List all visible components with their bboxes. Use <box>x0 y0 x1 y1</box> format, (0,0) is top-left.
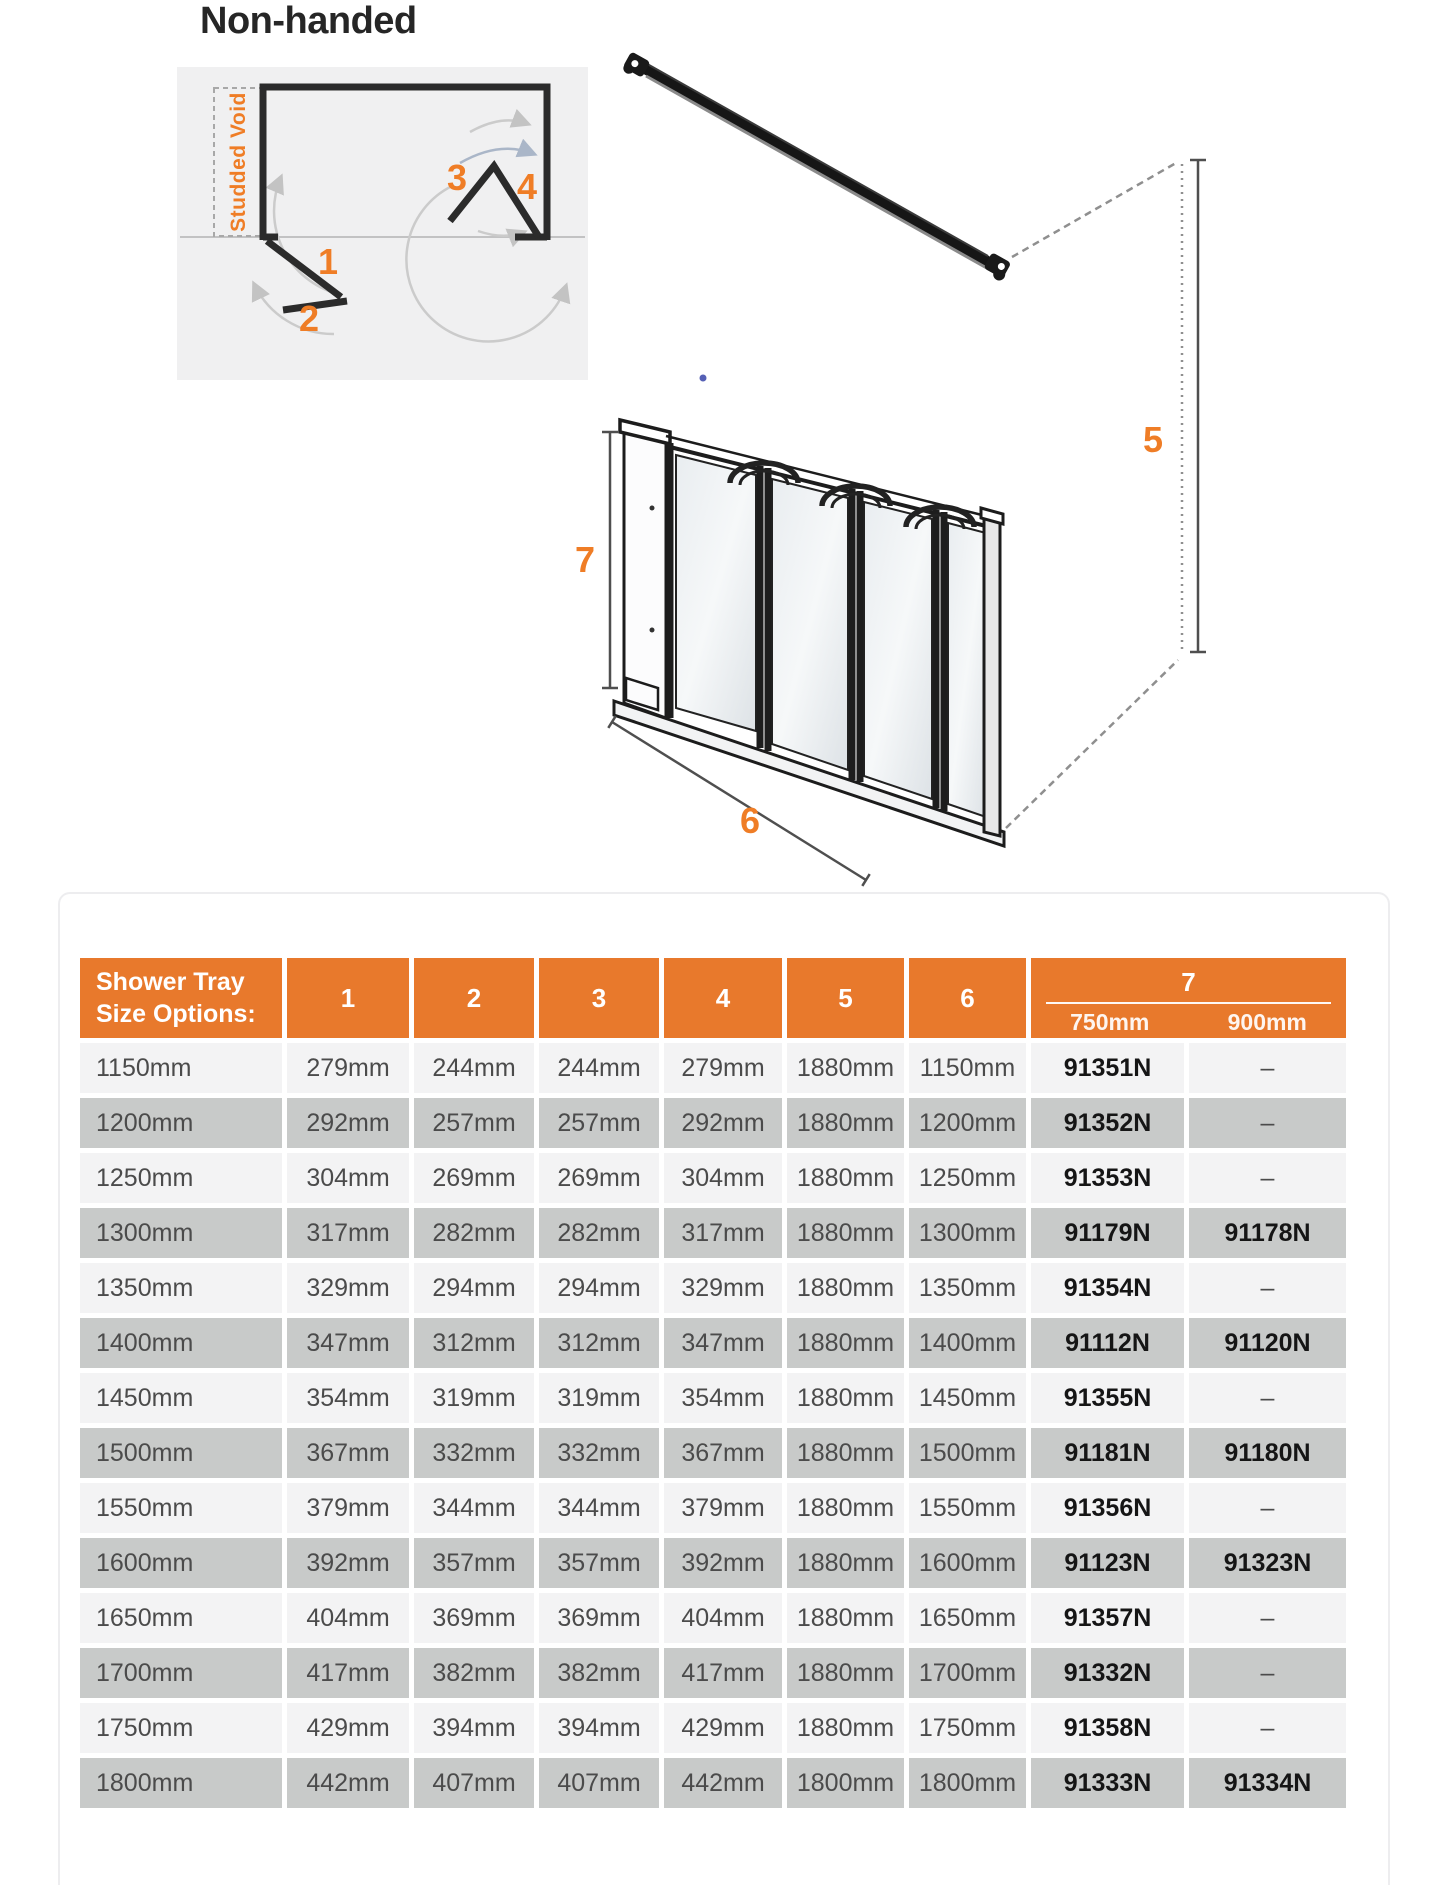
cell-col2: 257mm <box>414 1098 534 1148</box>
cell-col3: 369mm <box>539 1593 659 1643</box>
row-size-label: 1650mm <box>80 1593 282 1643</box>
cell-code-900: – <box>1189 1648 1346 1698</box>
cell-col5: 1880mm <box>787 1318 904 1368</box>
row-size-label: 1250mm <box>80 1153 282 1203</box>
cell-col1: 347mm <box>287 1318 409 1368</box>
row-size-label: 1400mm <box>80 1318 282 1368</box>
header-subcol-900: 900mm <box>1227 1009 1307 1035</box>
cell-col3: 312mm <box>539 1318 659 1368</box>
cell-col1: 304mm <box>287 1153 409 1203</box>
cell-col4: 317mm <box>664 1208 782 1258</box>
cell-code-750: 91357N <box>1031 1593 1184 1643</box>
cell-code-900: – <box>1189 1153 1346 1203</box>
cell-col6: 1600mm <box>909 1538 1026 1588</box>
row-size-label: 1700mm <box>80 1648 282 1698</box>
door-label-1: 1 <box>317 241 339 282</box>
cell-col2: 382mm <box>414 1648 534 1698</box>
cell-col6: 1450mm <box>909 1373 1026 1423</box>
cell-code-900: 91178N <box>1189 1208 1346 1258</box>
cell-col6: 1150mm <box>909 1043 1026 1093</box>
page-title: Non-handed <box>200 0 417 42</box>
cell-col5: 1800mm <box>787 1758 904 1808</box>
cell-col2: 407mm <box>414 1758 534 1808</box>
cell-col1: 379mm <box>287 1483 409 1533</box>
cell-code-750: 91333N <box>1031 1758 1184 1808</box>
cell-code-900: 91180N <box>1189 1428 1346 1478</box>
cell-col2: 332mm <box>414 1428 534 1478</box>
cell-col2: 319mm <box>414 1373 534 1423</box>
cell-col5: 1880mm <box>787 1593 904 1643</box>
cell-col6: 1350mm <box>909 1263 1026 1313</box>
header-col7-divider <box>1046 1002 1331 1004</box>
cell-col2: 394mm <box>414 1703 534 1753</box>
table-header-label <box>80 958 282 1038</box>
cell-code-750: 91354N <box>1031 1263 1184 1313</box>
fixed-panel <box>624 427 666 718</box>
dimension-label-7: 7 <box>574 539 596 580</box>
cell-code-900: – <box>1189 1043 1346 1093</box>
cell-code-750: 91112N <box>1031 1318 1184 1368</box>
table-header-col-4: 4 <box>664 958 782 1038</box>
cell-col6: 1750mm <box>909 1703 1026 1753</box>
dashed-link-top <box>1012 163 1176 257</box>
cell-code-750: 91181N <box>1031 1428 1184 1478</box>
door-label-3: 3 <box>446 157 468 198</box>
dimension-line-5 <box>1190 160 1206 652</box>
cell-code-750: 91332N <box>1031 1648 1184 1698</box>
cell-col2: 312mm <box>414 1318 534 1368</box>
header-label-line1: Shower Tray <box>96 967 245 996</box>
cell-col5: 1880mm <box>787 1538 904 1588</box>
cell-col4: 329mm <box>664 1263 782 1313</box>
top-rail <box>621 51 1012 282</box>
cell-col6: 1250mm <box>909 1153 1026 1203</box>
dimension-label-6: 6 <box>739 800 761 841</box>
cell-code-750: 91351N <box>1031 1043 1184 1093</box>
stray-blue-dot <box>700 375 707 382</box>
cell-code-750: 91179N <box>1031 1208 1184 1258</box>
cell-col3: 332mm <box>539 1428 659 1478</box>
cell-code-900: – <box>1189 1098 1346 1148</box>
cell-col4: 367mm <box>664 1428 782 1478</box>
studded-void-label: Studded Void <box>227 92 250 232</box>
table-header-col-3: 3 <box>539 958 659 1038</box>
cell-col1: 279mm <box>287 1043 409 1093</box>
cell-col5: 1880mm <box>787 1428 904 1478</box>
cell-col2: 244mm <box>414 1043 534 1093</box>
cell-code-900: – <box>1189 1373 1346 1423</box>
cell-col4: 292mm <box>664 1098 782 1148</box>
cell-col5: 1880mm <box>787 1208 904 1258</box>
cell-code-900: – <box>1189 1483 1346 1533</box>
cell-col3: 244mm <box>539 1043 659 1093</box>
cell-code-900: – <box>1189 1703 1346 1753</box>
header-label-line2: Size Options: <box>96 1000 256 1028</box>
dimension-line-7 <box>602 432 618 688</box>
dimension-label-5: 5 <box>1142 419 1164 460</box>
cell-code-900: 91120N <box>1189 1318 1346 1368</box>
cell-col5: 1880mm <box>787 1373 904 1423</box>
row-size-label: 1200mm <box>80 1098 282 1148</box>
cell-col1: 442mm <box>287 1758 409 1808</box>
cell-col6: 1300mm <box>909 1208 1026 1258</box>
header-subcol-750: 750mm <box>1070 1009 1150 1035</box>
cell-col1: 317mm <box>287 1208 409 1258</box>
table-header-col-6: 6 <box>909 958 1026 1038</box>
cell-col4: 429mm <box>664 1703 782 1753</box>
cell-col2: 294mm <box>414 1263 534 1313</box>
cell-col3: 344mm <box>539 1483 659 1533</box>
cell-col4: 354mm <box>664 1373 782 1423</box>
cell-code-750: 91123N <box>1031 1538 1184 1588</box>
cell-col4: 442mm <box>664 1758 782 1808</box>
table-header-col-1: 1 <box>287 958 409 1038</box>
cell-col6: 1800mm <box>909 1758 1026 1808</box>
cell-code-750: 91358N <box>1031 1703 1184 1753</box>
row-size-label: 1550mm <box>80 1483 282 1533</box>
cell-code-750: 91356N <box>1031 1483 1184 1533</box>
cell-col1: 429mm <box>287 1703 409 1753</box>
cell-col5: 1880mm <box>787 1263 904 1313</box>
cell-col6: 1500mm <box>909 1428 1026 1478</box>
cell-col4: 404mm <box>664 1593 782 1643</box>
cell-col1: 329mm <box>287 1263 409 1313</box>
cell-col4: 392mm <box>664 1538 782 1588</box>
cell-col6: 1400mm <box>909 1318 1026 1368</box>
dashed-link-bottom <box>1006 660 1178 828</box>
cell-col2: 369mm <box>414 1593 534 1643</box>
cell-code-750: 91352N <box>1031 1098 1184 1148</box>
cell-col3: 357mm <box>539 1538 659 1588</box>
row-size-label: 1750mm <box>80 1703 282 1753</box>
cell-col3: 269mm <box>539 1153 659 1203</box>
row-size-label: 1150mm <box>80 1043 282 1093</box>
cell-col1: 417mm <box>287 1648 409 1698</box>
table-header-col-2: 2 <box>414 958 534 1038</box>
header-col7-label: 7 <box>1181 967 1196 997</box>
cell-col1: 354mm <box>287 1373 409 1423</box>
cell-col1: 292mm <box>287 1098 409 1148</box>
folding-screen <box>614 420 1004 846</box>
door-label-4: 4 <box>516 166 538 207</box>
cell-col1: 392mm <box>287 1538 409 1588</box>
cell-col5: 1880mm <box>787 1098 904 1148</box>
cell-col5: 1880mm <box>787 1703 904 1753</box>
cell-col6: 1550mm <box>909 1483 1026 1533</box>
reference-lines <box>1006 163 1182 828</box>
cell-code-750: 91353N <box>1031 1153 1184 1203</box>
table-header-col7 <box>1031 958 1346 1038</box>
cell-col2: 357mm <box>414 1538 534 1588</box>
cell-col2: 344mm <box>414 1483 534 1533</box>
table-header-col-5: 5 <box>787 958 904 1038</box>
cell-col6: 1650mm <box>909 1593 1026 1643</box>
cell-col2: 282mm <box>414 1208 534 1258</box>
row-size-label: 1350mm <box>80 1263 282 1313</box>
cell-col5: 1880mm <box>787 1153 904 1203</box>
cell-col3: 319mm <box>539 1373 659 1423</box>
cell-code-900: – <box>1189 1263 1346 1313</box>
cell-col6: 1700mm <box>909 1648 1026 1698</box>
cell-col4: 347mm <box>664 1318 782 1368</box>
end-post <box>984 515 1000 836</box>
cell-col4: 417mm <box>664 1648 782 1698</box>
cell-col3: 294mm <box>539 1263 659 1313</box>
cell-col4: 304mm <box>664 1153 782 1203</box>
row-size-label: 1600mm <box>80 1538 282 1588</box>
plan-view <box>177 67 588 380</box>
cell-col3: 382mm <box>539 1648 659 1698</box>
door-label-2: 2 <box>298 298 320 339</box>
cell-col4: 379mm <box>664 1483 782 1533</box>
size-options-table <box>80 958 1346 1808</box>
cell-col5: 1880mm <box>787 1043 904 1093</box>
row-size-label: 1800mm <box>80 1758 282 1808</box>
cell-col3: 407mm <box>539 1758 659 1808</box>
row-size-label: 1300mm <box>80 1208 282 1258</box>
cell-col5: 1880mm <box>787 1648 904 1698</box>
cell-col1: 404mm <box>287 1593 409 1643</box>
cell-col1: 367mm <box>287 1428 409 1478</box>
row-size-label: 1500mm <box>80 1428 282 1478</box>
cell-code-750: 91355N <box>1031 1373 1184 1423</box>
iso-view <box>575 51 1206 886</box>
cell-code-900: 91334N <box>1189 1758 1346 1808</box>
cell-col4: 279mm <box>664 1043 782 1093</box>
cell-col6: 1200mm <box>909 1098 1026 1148</box>
cell-col3: 394mm <box>539 1703 659 1753</box>
row-size-label: 1450mm <box>80 1373 282 1423</box>
cell-code-900: – <box>1189 1593 1346 1643</box>
cell-code-900: 91323N <box>1189 1538 1346 1588</box>
cell-col3: 282mm <box>539 1208 659 1258</box>
cell-col5: 1880mm <box>787 1483 904 1533</box>
cell-col3: 257mm <box>539 1098 659 1148</box>
cell-col2: 269mm <box>414 1153 534 1203</box>
